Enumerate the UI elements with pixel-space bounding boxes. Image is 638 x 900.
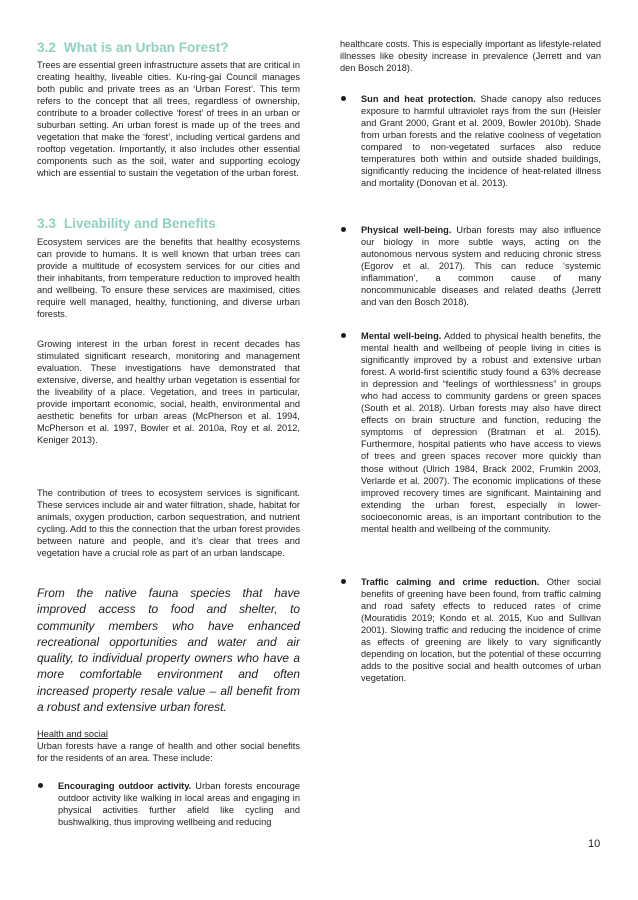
section-3-2-heading: [37, 40, 229, 56]
bullet-icon: [341, 96, 346, 101]
page-number: 10: [588, 838, 601, 850]
bullet-body: Other social benefits of greening have been found, from traffic calming and road safety effects to reduced rates of crime (Mouratidis 2019; Kondo et al. 2015, Kuo and Sullivan 2001). Slowing traffic and reducing the incidence of crime as effects of greening are likely to vary significantly depending on location, but the potential of these occurring adds to the positive social and health outcomes of urban vegetation.: [361, 577, 601, 684]
section-number: 3.3: [37, 216, 56, 231]
bullet-body: Added to physical health benefits, the mental health and wellbeing of people living in cities is significantly improved by a robust and extensive urban forest. A world-first scientific study found a 63% decrease in depression and “feelings of worthlessness” in groups who had access to community gardens or green spaces (South et al. 2018). Urban forests may also have direct effects on brain structure and function, reducing the symptoms of depression (Bratman et al. 2015). Furthermore, hospital patients who have access to views of trees and green spaces recover more quickly than those without (Ulrich 1984, Brack 2002, Frumkin 2003, Verlarde et al. 2007). The economic implications of these improved recovery times are significant. Maintaining and extending the urban forest, especially in lower-socioeconomic areas, is an important contribution to the mental health and wellbeing of the community.: [361, 331, 601, 534]
bullet-text: [361, 224, 601, 308]
bullet-title: Encouraging outdoor activity.: [58, 781, 192, 791]
bullet-item: [340, 576, 601, 684]
bullet-item: [340, 330, 601, 535]
bullet-icon: [38, 783, 43, 788]
bullet-text: [361, 93, 601, 189]
paragraph: Ecosystem services are the benefits that healthy ecosystems can provide to humans. It is well known that urban trees can provide a multitude of ecosystem services for our cities and their inhabitants, from temperature reduction to improved health and wellbeing. To ensure these services are maximised, cities require well managed, healthy, functioning, and diverse urban forests.: [37, 237, 300, 320]
section-number: 3.2: [37, 40, 56, 55]
bullet-item: [340, 224, 601, 308]
bullet-body: Shade canopy also reduces exposure to harmful ultraviolet rays from the sun (Heisler and Grant 2000, Grant et al. 2009, Bowler 2010b). Shade from urban forests and the relative coolness of vegetation compared to non-vegetated surfaces also reduce temperatures both within and outside shaded buildings, significantly reducing the incidence of heat-related illness and mortality (Donovan et al. 2013).: [361, 94, 601, 189]
bullet-icon: [341, 227, 346, 232]
bullet-title: Sun and heat protection.: [361, 94, 476, 104]
bullet-text: [361, 576, 601, 684]
bullet-body: Urban forests encourage outdoor activity like walking in local areas and engaging in physical activities further afield like cycling and bushwalking, thus improving wellbeing and reducing: [58, 781, 300, 828]
bullet-text: [58, 780, 300, 828]
bullet-icon: [341, 579, 346, 584]
section-title: Liveability and Benefits: [63, 216, 216, 231]
bullet-title: Physical well-being.: [361, 225, 452, 235]
bullet-icon: [341, 333, 346, 338]
paragraph: Growing interest in the urban forest in recent decades has stimulated significant research, monitoring and management evaluation. These investigations have demonstrated that extensive, diverse, and healthy urban vegetation is essential for the liveability of a place. Vegetation, and trees in particular, provide important economic, social, health, environmental and aesthetic benefits for urban areas (McPherson et al. 1994, McPherson et al. 1997, Bowler et al. 2010a, Roy et al. 2012, Keniger 2013).: [37, 339, 300, 446]
bullet-item: [340, 93, 601, 189]
bullet-body: Urban forests may also influence our biology in more subtle ways, acting on the autonomous nervous system and reducing chronic stress (Egorov et al. 2017). This can reduce ‘systemic inflammation’, a common cause of many noncommunicable diseases and related deaths (Jerrett and van den Bosch 2018).: [361, 225, 601, 308]
section-title: What is an Urban Forest?: [63, 40, 229, 55]
bullet-continuation: healthcare costs. This is especially important as lifestyle-related illnesses like obesity increase in prevalence (Jerrett and van den Bosch 2018).: [340, 39, 601, 74]
paragraph: Trees are essential green infrastructure assets that are critical in creating healthy, liveable cities. Ku-ring-gai Council manages both public and private trees as an ‘Urban Forest’. This term refers to the concept that all trees, regardless of ownership, contribute to a broader collective ‘forest’ of trees in an urban or suburban setting. An urban forest is made up of the trees and vegetation that make the ‘forest’, including vertical gardens and rooftop vegetation. Importantly, it also includes other essential components such as the soil, water and supporting ecology which are essential to sustain the vegetation of the urban forest.: [37, 60, 300, 179]
section-3-3-heading: [37, 216, 216, 232]
paragraph: The contribution of trees to ecosystem services is significant. These services include air and water filtration, shade, habitat for animals, oxygen production, carbon sequestration, and nutrient cycling. Add to this the connection that the urban forest provides between nature and people, and it’s clear that trees and vegetation have a crucial role as part of an urban landscape.: [37, 488, 300, 559]
bullet-title: Mental well-being.: [361, 331, 442, 341]
bullet-title: Traffic calming and crime reduction.: [361, 577, 540, 587]
subheading-health-social: Health and social: [37, 729, 108, 739]
bullet-text: [361, 330, 601, 535]
paragraph: Urban forests have a range of health and other social benefits for the residents of an area. These include:: [37, 741, 300, 764]
bullet-item: [37, 780, 300, 828]
pull-quote: From the native fauna species that have improved access to food and shelter, to community members who have enhanced recreational opportunities and water and air quality, to individual property owners who have a more comfortable environment and often increased property resale value – all benefit from a robust and extensive urban forest.: [37, 586, 300, 715]
